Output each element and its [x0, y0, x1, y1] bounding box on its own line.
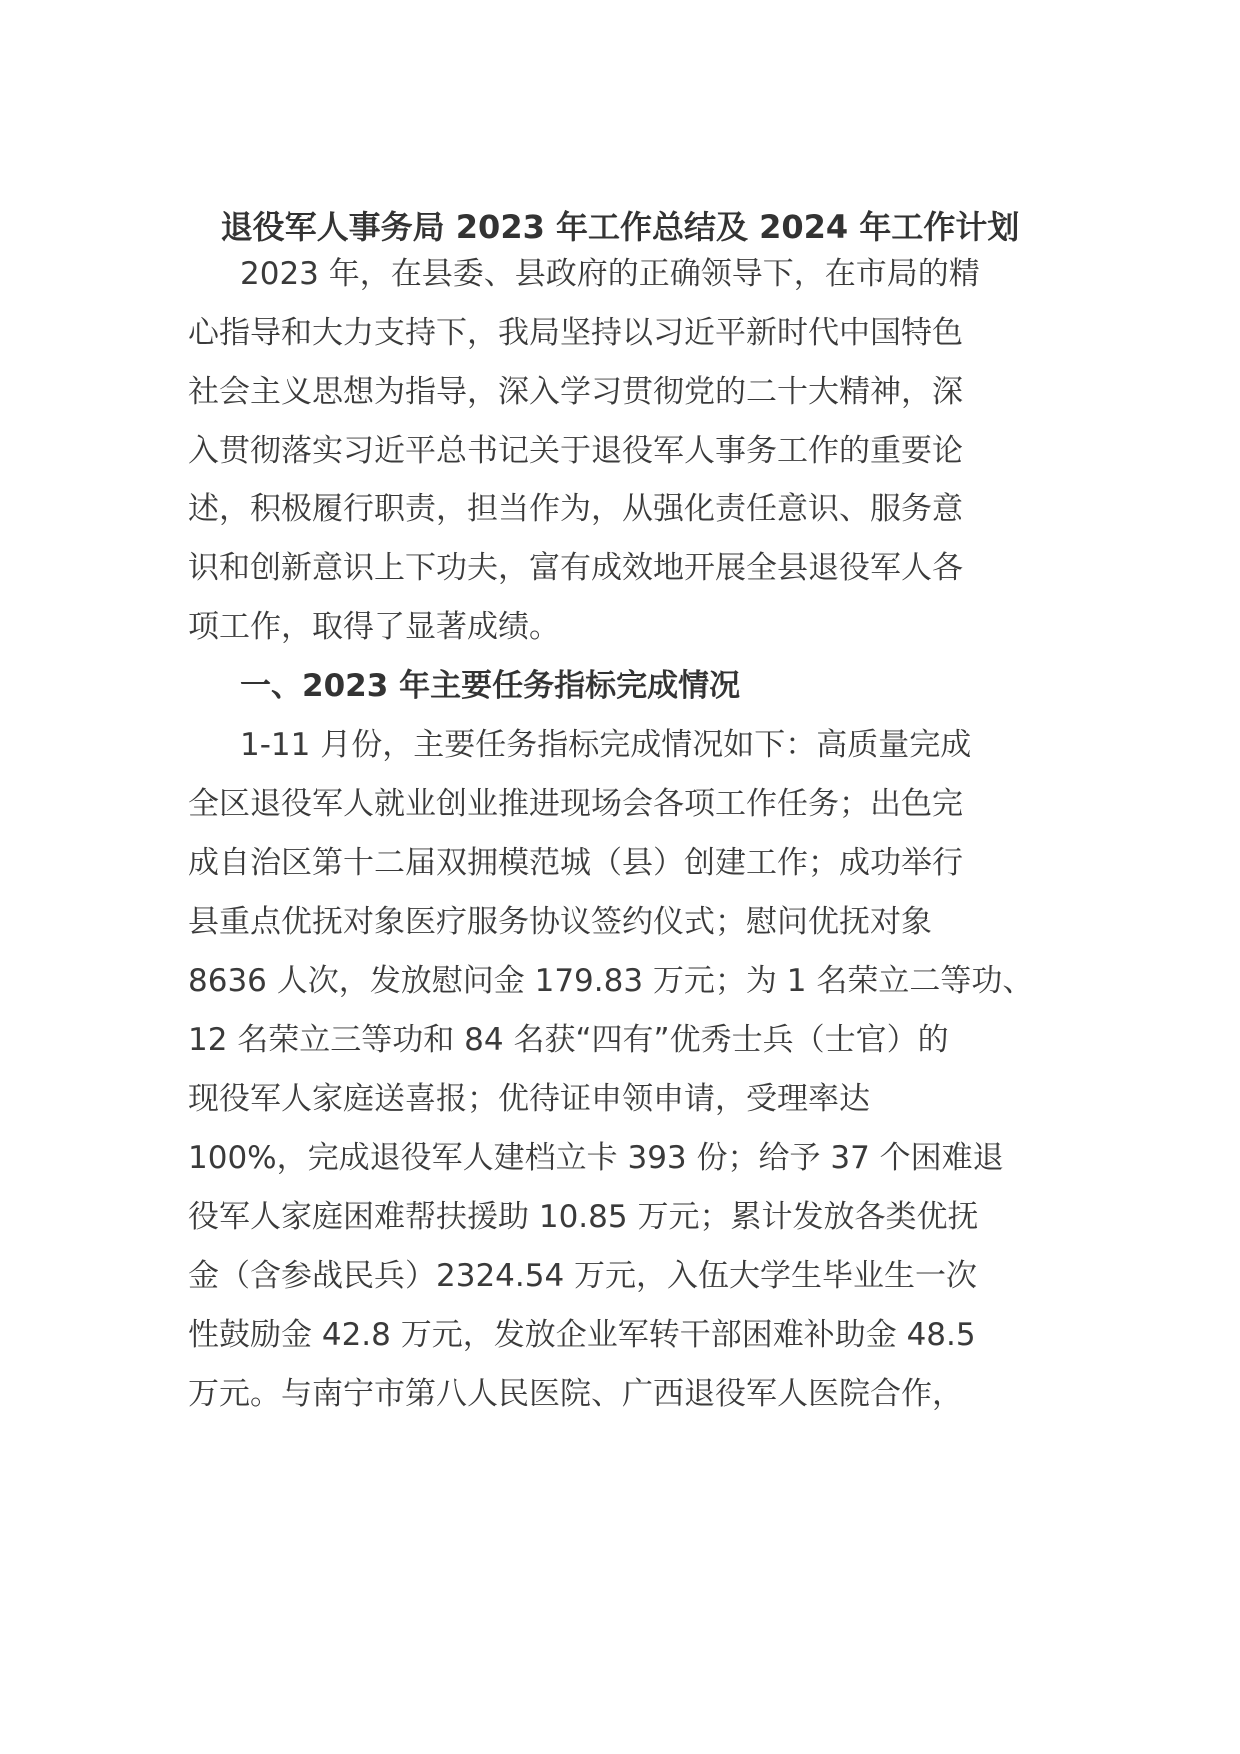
document-title: 退役军人事务局 2023 年工作总结及 2024 年工作计划 — [220, 208, 1020, 246]
section-line: 役军人家庭困难帮扶援助 10.85 万元；累计发放各类优抚 — [188, 1199, 979, 1235]
section-line: 性鼓励金 42.8 万元，发放企业军转干部困难补助金 48.5 — [188, 1317, 976, 1353]
section-heading: 一、2023 年主要任务指标完成情况 — [240, 668, 741, 704]
section-line: 12 名荣立三等功和 84 名获“四有”优秀士兵（士官）的 — [188, 1022, 949, 1058]
section-line: 金（含参战民兵）2324.54 万元，入伍大学生毕业生一次 — [188, 1258, 978, 1294]
section-line: 现役军人家庭送喜报；优待证申领申请，受理率达 — [188, 1081, 870, 1117]
intro-line: 2023 年，在县委、县政府的正确领导下，在市局的精 — [240, 256, 980, 292]
section-line: 成自治区第十二届双拥模范城（县）创建工作；成功举行 — [188, 845, 963, 881]
intro-line: 心指导和大力支持下，我局坚持以习近平新时代中国特色 — [188, 315, 963, 351]
section-line: 1-11 月份，主要任务指标完成情况如下：高质量完成 — [240, 727, 972, 763]
intro-line: 社会主义思想为指导，深入学习贯彻党的二十大精神，深 — [188, 374, 963, 410]
section-line: 县重点优抚对象医疗服务协议签约仪式；慰问优抚对象 — [188, 904, 932, 940]
section-line: 全区退役军人就业创业推进现场会各项工作任务；出色完 — [188, 786, 963, 822]
section-line: 万元。与南宁市第八人民医院、广西退役军人医院合作， — [188, 1376, 963, 1412]
intro-line: 入贯彻落实习近平总书记关于退役军人事务工作的重要论 — [188, 433, 963, 469]
intro-line: 识和创新意识上下功夫，富有成效地开展全县退役军人各 — [188, 550, 963, 586]
intro-line: 项工作，取得了显著成绩。 — [188, 609, 560, 645]
section-line: 8636 人次，发放慰问金 179.83 万元；为 1 名荣立二等功、 — [188, 963, 1034, 999]
section-line: 100%，完成退役军人建档立卡 393 份；给予 37 个困难退 — [188, 1140, 1004, 1176]
intro-line: 述，积极履行职责，担当作为，从强化责任意识、服务意 — [188, 491, 963, 527]
